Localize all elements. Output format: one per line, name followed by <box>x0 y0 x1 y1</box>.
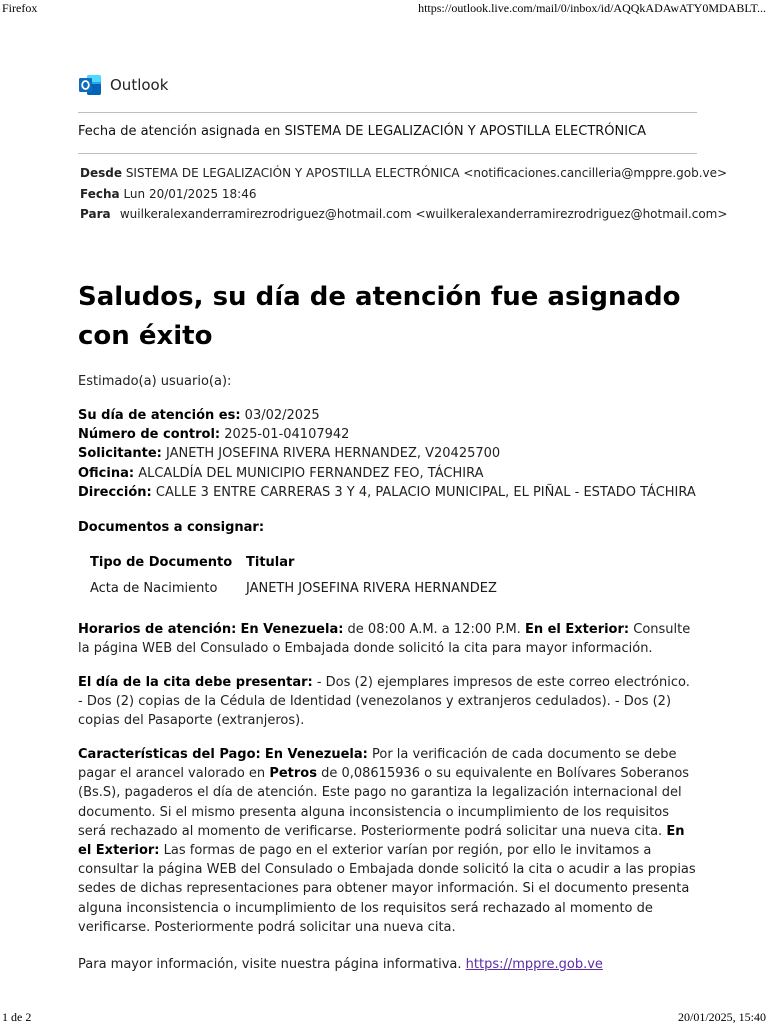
print-datetime: 20/01/2025, 15:40 <box>677 1010 766 1024</box>
email-subject: Fecha de atención asignada en SISTEMA DE LEGALIZACIÓN Y APOSTILLA ELECTRÓNICA <box>78 124 647 139</box>
divider-top <box>78 112 697 113</box>
appointment-details <box>78 406 698 502</box>
detail-applicant: Solicitante: JANETH JOSEFINA RIVERA HERNANDEZ, V20425700 <box>78 446 501 462</box>
to-row <box>80 207 727 221</box>
mppre-link[interactable]: https://mppre.gob.ve <box>465 957 603 972</box>
email-headline: Saludos, su día de atención fue asignado con éxito <box>78 282 681 351</box>
print-app-name: Firefox <box>2 1 38 15</box>
to-label: Para <box>80 207 111 221</box>
detail-office: Oficina: ALCALDÍA DEL MUNICIPIO FERNANDEZ FEO, TÁCHIRA <box>78 465 484 481</box>
detail-control-number: Número de control: 2025-01-04107942 <box>78 427 350 443</box>
outlook-label: Outlook <box>110 76 169 94</box>
detail-date: Su día de atención es: 03/02/2025 <box>78 408 320 423</box>
table-header-holder: Titular <box>246 555 295 570</box>
payment-paragraph: Características del Pago: En Venezuela: Por la verificación de cada documento se debe pagar el arancel valorado en Petros de 0,08615936 o su equivalente en Bolívares Soberanos (Bs.S), pagaderos el día de atención. Este pago no garantiza la legalización internacional del documento. Si el mismo presenta alguna inconsistencia o incumplimiento de los requisitos será rechazado al momento de verificarse. Posteriormente podrá solicitar una nueva cita. En el Exterior: Las formas de pago en el exterior varían por región, por ello le invitamos a consultar la página WEB del Consulado o Embajada donde solicitó la cita o acudir a las propias sedes de dichas representaciones para obtener mayor información. Si el documento presenta alguna inconsistencia o incumplimiento de los requisitos será rechazado al momento de verificarse. Posteriormente podrá solicitar una nueva cita. <box>78 747 696 935</box>
table-cell-holder: JANETH JOSEFINA RIVERA HERNANDEZ <box>246 581 497 596</box>
date-row <box>80 187 257 201</box>
requirements-paragraph: El día de la cita debe presentar: - Dos (2) ejemplares impresos de este correo electrónico. - Dos (2) copias de la Cédula de Identidad (venezolanos y extranjeros cedulados). - Dos (2) copias del Pasaporte (extranjeros). <box>78 675 690 729</box>
from-value: SISTEMA DE LEGALIZACIÓN Y APOSTILLA ELECTRÓNICA <notificaciones.cancilleria@mppre.gob.ve> <box>125 166 728 180</box>
detail-address: Dirección: CALLE 3 ENTRE CARRERAS 3 Y 4, PALACIO MUNICIPAL, EL PIÑAL - ESTADO TÁCHIRA <box>78 484 696 500</box>
print-header <box>0 1 768 17</box>
table-cell-type: Acta de Nacimiento <box>90 581 218 596</box>
schedule-paragraph: Horarios de atención: En Venezuela: de 08:00 A.M. a 12:00 P.M. En el Exterior: Consulte la página WEB del Consulado o Embajada donde solicitó la cita para mayor información. <box>78 622 691 657</box>
page-number: 1 de 2 <box>2 1010 32 1024</box>
from-label: Desde <box>80 166 122 180</box>
documents-heading: Documentos a consignar: <box>78 520 265 535</box>
outlook-icon <box>78 73 102 97</box>
divider-subject <box>78 153 697 154</box>
from-row <box>80 166 727 180</box>
print-url: https://outlook.live.com/mail/0/inbox/id/AQQkADAwATY0MDABLT... <box>418 1 766 15</box>
to-value: wuilkeralexanderramirezrodriguez@hotmail.com <wuilkeralexanderramirezrodriguez@hotmail.com> <box>119 207 728 221</box>
date-value: Lun 20/01/2025 18:46 <box>123 187 257 201</box>
outlook-brand <box>78 72 168 98</box>
print-footer <box>0 1010 768 1024</box>
info-paragraph: Para mayor información, visite nuestra página informativa. https://mppre.gob.ve <box>78 957 603 972</box>
greeting: Estimado(a) usuario(a): <box>78 374 232 389</box>
table-header-type: Tipo de Documento <box>90 555 233 570</box>
date-label: Fecha <box>80 187 120 201</box>
